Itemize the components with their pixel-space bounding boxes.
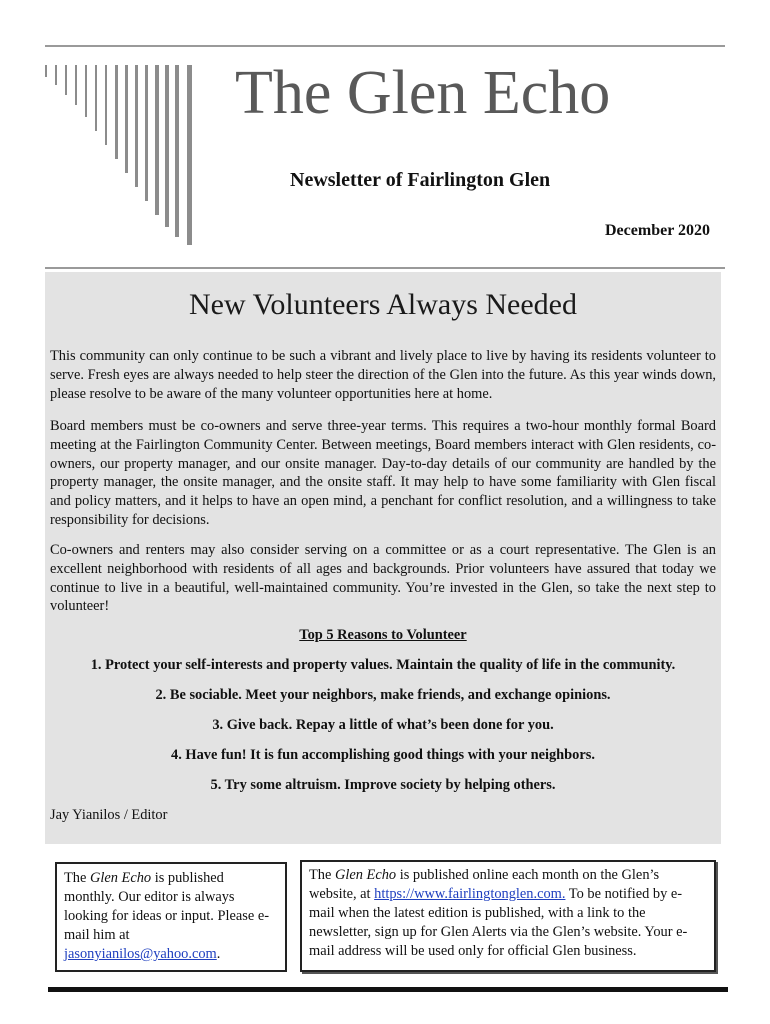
- publication-name: Glen Echo: [89, 870, 152, 886]
- info-text: is published online each month on the Glen’s website, at: [309, 867, 660, 902]
- feature-paragraph-1: This community can only continue to be such a vibrant and lively place to live by having its residents volunteer to serve. Fresh eyes are always needed to help steer the direction of the Glen into the future. As this year winds down, please resolve to be aware of the many volunteer opportunities here at home.: [50, 348, 716, 402]
- feature-paragraph-3: Co-owners and renters may also consider serving on a committee or as a court representative. The Glen is an excellent neighborhood with residents of all ages and backgrounds. Prior volunteers have assured that today we continue to live in a beautiful, well-maintained community. You’re invested in the Glen, so take the next step to volunteer!: [50, 542, 716, 615]
- feature-heading: New Volunteers Always Needed: [189, 288, 577, 321]
- editor-contact-box: [55, 862, 287, 972]
- issue-date: December 2020: [605, 222, 710, 239]
- bottom-rule: [48, 987, 728, 992]
- reason-item: 2. Be sociable. Meet your neighbors, make friends, and exchange opinions.: [155, 687, 611, 703]
- editor-email-link[interactable]: jasonyianilos@yahoo.com: [64, 946, 217, 962]
- reason-item: 1. Protect your self-interests and property values. Maintain the quality of life in the community.: [90, 657, 676, 673]
- online-info-box: [300, 860, 716, 972]
- reason-item: 4. Have fun! It is fun accomplishing good things with your neighbors.: [171, 747, 595, 763]
- masthead-decoration: [45, 65, 195, 245]
- info-text: To be notified by e-mail when the latest edition is published, with a link to the newsletter, sign up for Glen Alerts via the Glen’s website. Your e-mail address will be used only for official Glen business.: [309, 886, 688, 959]
- contact-text: is published monthly. Our editor is always looking for ideas or input. Please e-mail him at: [64, 870, 270, 943]
- website-link[interactable]: https://www.fairlingtonglen.com.: [374, 886, 566, 902]
- newsletter-title: The Glen Echo: [235, 59, 611, 127]
- section-rule: [45, 267, 725, 269]
- publication-name: Glen Echo: [334, 867, 397, 883]
- contact-text: .: [216, 946, 221, 962]
- editor-byline: Jay Yianilos / Editor: [50, 807, 168, 823]
- contact-text: The: [64, 870, 90, 886]
- feature-paragraph-2: Board members must be co-owners and serve three-year terms. This requires a two-hour monthly formal Board meeting at the Fairlington Community Center. Between meetings, Board members interact with Glen residents, co-owners, our property manager, and our onsite manager. Day-to-day details of our community are handled by the property manager, the onsite manager, and the onsite staff. It may help to have some familiarity with Glen fiscal and policy matters, and it helps to have an open mind, a penchant for conflict resolution, and a willingness to take responsibility for decisions.: [50, 418, 716, 528]
- top-rule: [45, 45, 725, 47]
- newsletter-subtitle: Newsletter of Fairlington Glen: [290, 169, 551, 191]
- reason-item: 5. Try some altruism. Improve society by helping others.: [210, 777, 556, 793]
- reasons-heading: Top 5 Reasons to Volunteer: [299, 627, 467, 643]
- info-text: The: [309, 867, 335, 883]
- reason-item: 3. Give back. Repay a little of what’s been done for you.: [212, 717, 554, 733]
- feature-panel: [45, 272, 721, 844]
